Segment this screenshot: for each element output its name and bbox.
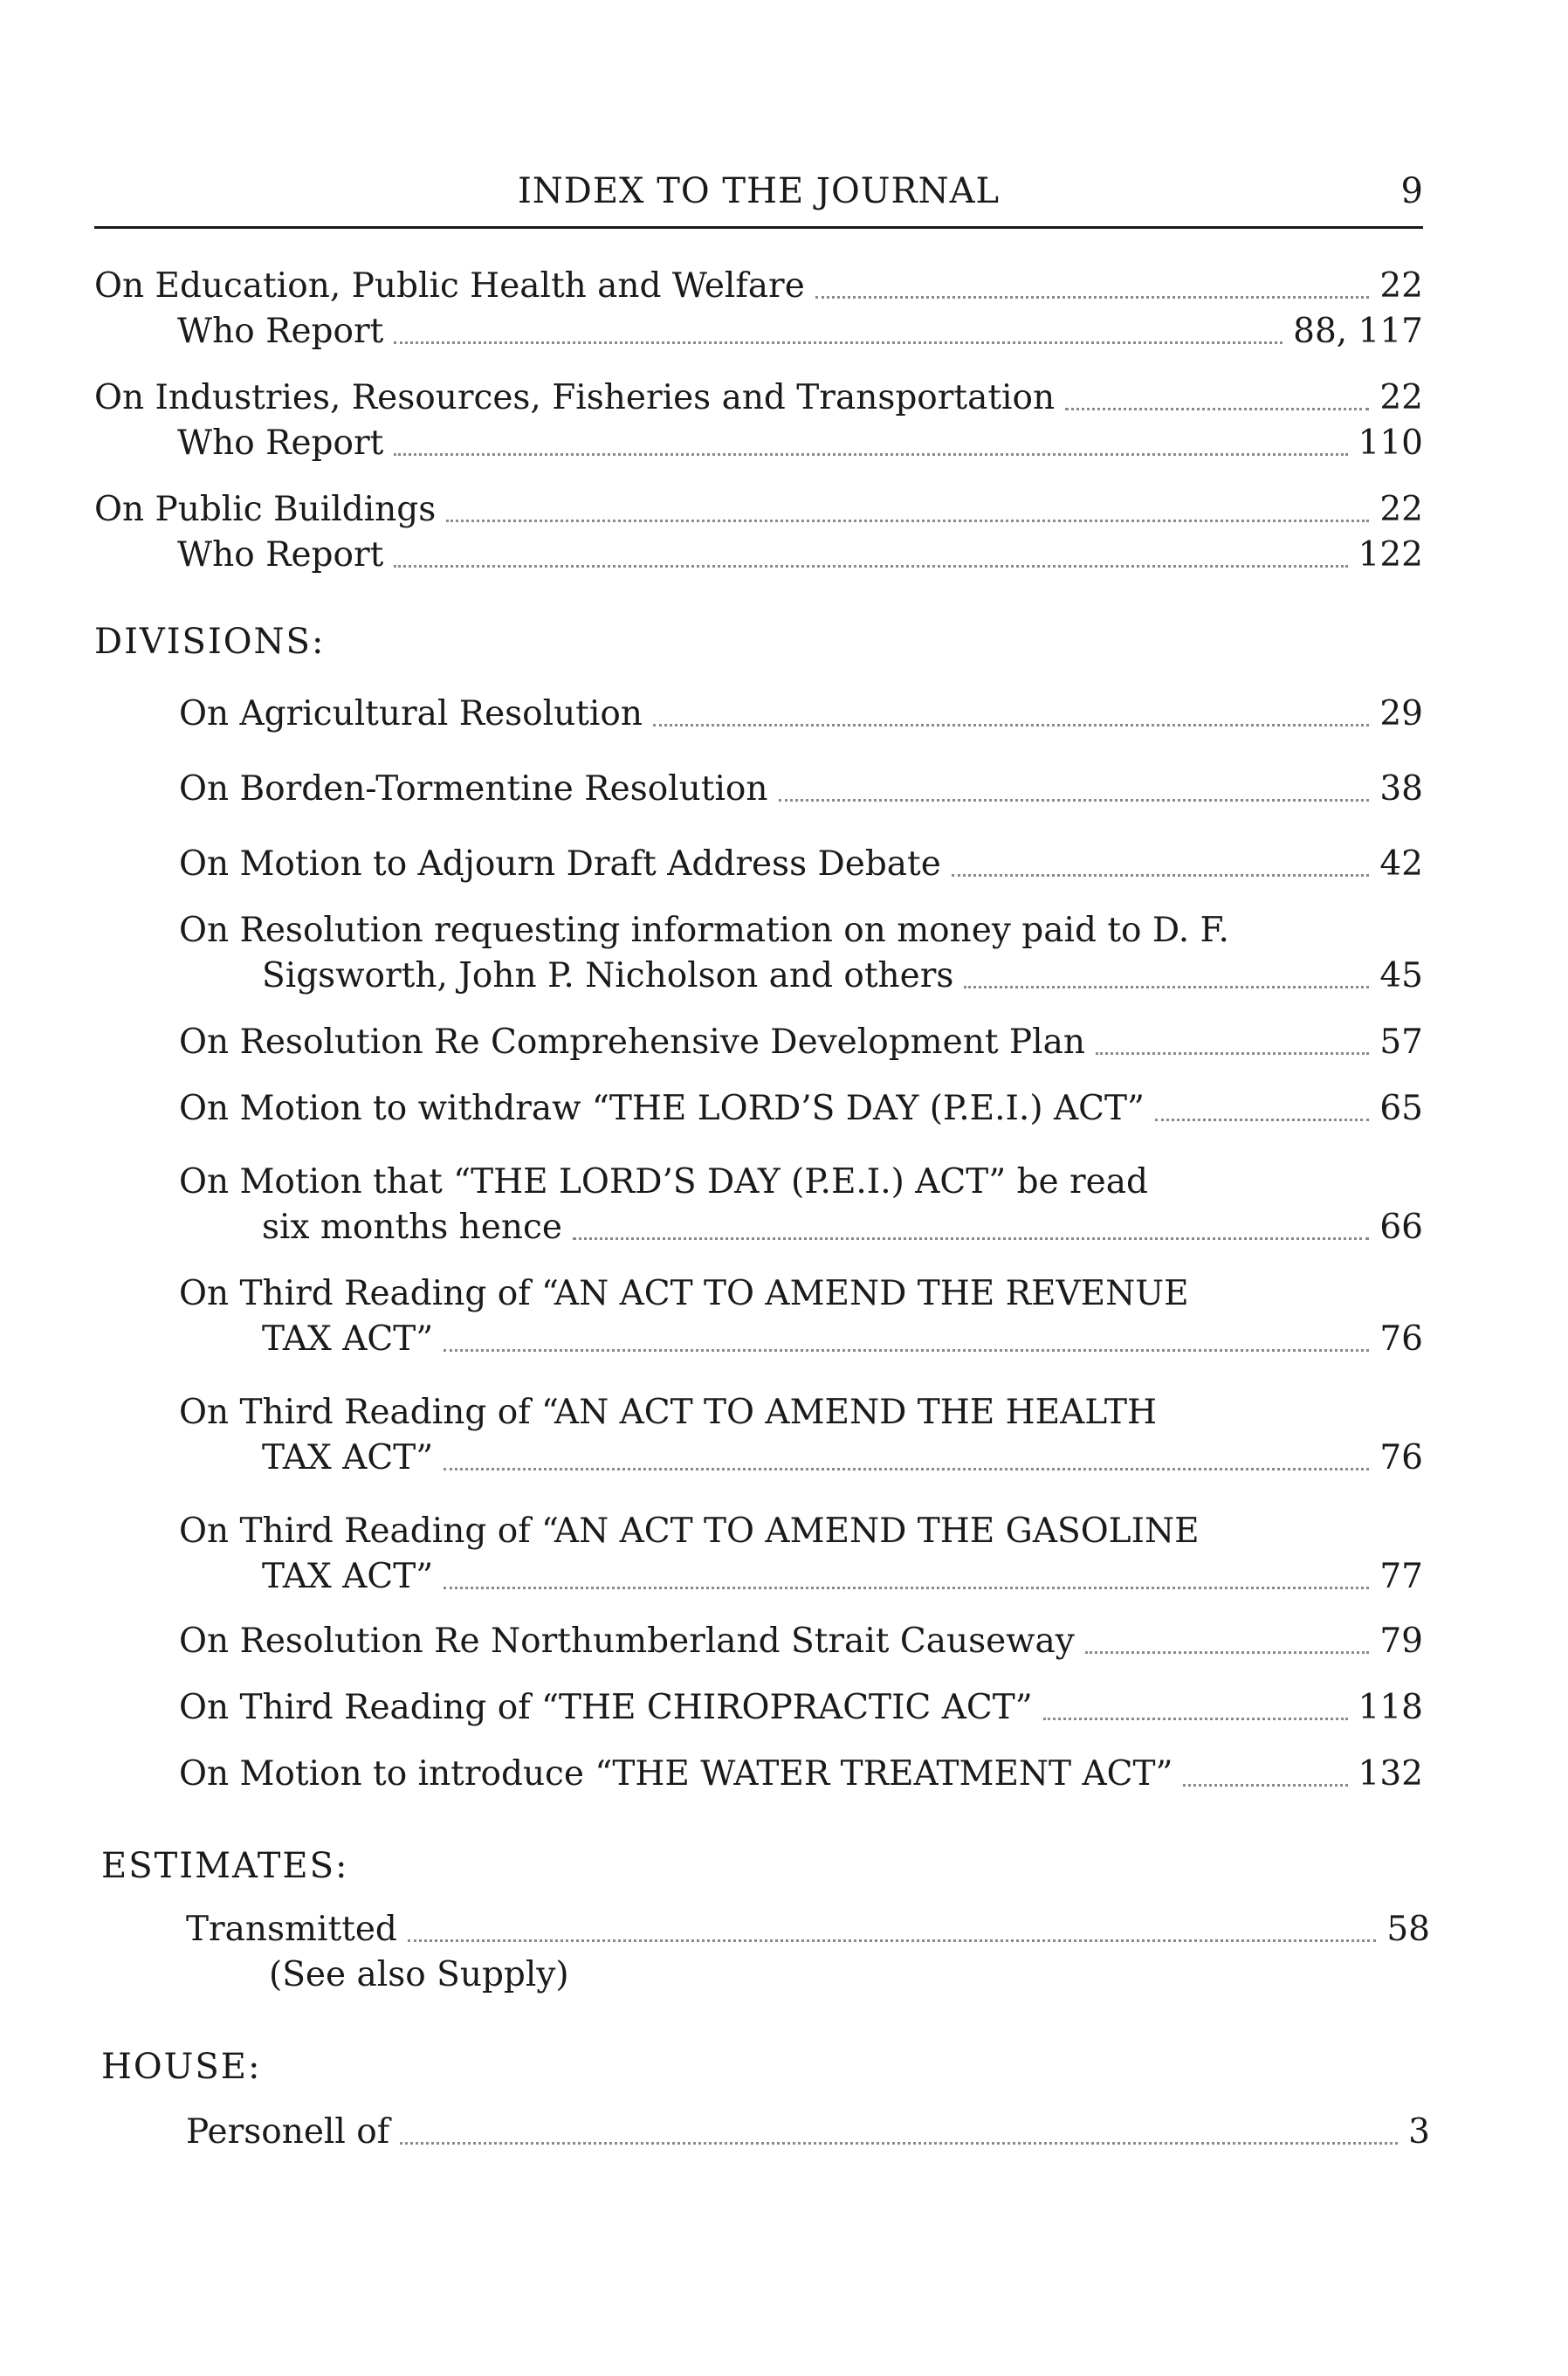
division-entry [179,842,1423,887]
leader-dots [653,724,1369,727]
entry-label-line: On Resolution requesting information on money paid to D. F. [179,911,1229,950]
entry-page: 42 [1379,844,1423,884]
entry-note: (See also Supply) [269,1955,569,1994]
entry-sub-label: Who Report [177,424,384,463]
entry-page: 57 [1379,1023,1423,1062]
entry-label-line: On Third Reading of “AN ACT TO AMEND THE REVENUE [179,1274,1189,1313]
entry-label-line: On Third Reading of “AN ACT TO AMEND THE HEALTH [179,1393,1158,1432]
house-entry [186,2110,1430,2155]
leader-dots [952,874,1370,877]
entry-page: 22 [1379,490,1423,529]
entry-page: 79 [1379,1622,1423,1661]
entry-sub-label: Who Report [177,312,384,351]
entry-label: On Agricultural Resolution [179,694,643,733]
entry-page: 66 [1379,1208,1423,1247]
division-entry [179,692,1423,737]
leader-dots [1183,1784,1347,1787]
leader-dots [1155,1119,1369,1121]
division-entry [179,1160,1423,1250]
page-number: 9 [1400,171,1423,211]
leader-dots [1043,1718,1348,1720]
leader-dots [1065,408,1369,410]
leader-dots [444,1349,1369,1352]
division-entry [179,1619,1423,1664]
leader-dots [446,520,1369,522]
leader-dots [964,986,1369,988]
entry-sub-label: Who Report [177,535,384,575]
entry-page: 22 [1379,266,1423,306]
entry-label: On Resolution Re Northumberland Strait Causeway [179,1622,1075,1661]
division-entry [179,767,1423,812]
leader-dots [444,1468,1369,1470]
division-entry [179,1685,1423,1731]
leader-dots [779,799,1370,802]
entry-page: 132 [1358,1754,1423,1794]
entry-label-line: Sigsworth, John P. Nicholson and others [262,956,954,995]
entry-label: On Education, Public Health and Welfare [94,266,805,306]
leader-dots [573,1237,1369,1240]
leader-dots [408,1939,1376,1942]
leader-dots [1096,1052,1369,1055]
division-entry [179,1752,1423,1797]
entry-label: Personell of [186,2112,390,2152]
entry-page: 58 [1386,1910,1430,1949]
entry-label: On Resolution Re Comprehensive Development Plan [179,1023,1086,1062]
division-entry [179,1086,1423,1132]
leader-dots [400,2142,1398,2145]
entry-label: On Motion to introduce “THE WATER TREATMENT ACT” [179,1754,1173,1794]
entry-page: 76 [1379,1319,1423,1359]
page-header [94,171,1423,224]
entry-page: 38 [1379,769,1423,809]
entry-page: 110 [1358,424,1423,463]
committee-entry [94,487,1423,578]
entry-label: On Third Reading of “THE CHIROPRACTIC ACT” [179,1688,1033,1727]
leader-dots [1085,1651,1370,1654]
section-heading-divisions: DIVISIONS: [94,622,326,662]
section-heading-house: HOUSE: [101,2047,262,2087]
leader-dots [394,565,1347,568]
page-title: INDEX TO THE JOURNAL [517,171,1001,211]
entry-page: 3 [1408,2112,1430,2152]
leader-dots [444,1587,1369,1589]
entry-label-line: TAX ACT” [262,1438,434,1477]
entry-label: On Borden-Tormentine Resolution [179,769,768,809]
section-heading-estimates: ESTIMATES: [101,1846,349,1886]
division-entry [179,1509,1423,1600]
leader-dots [394,453,1347,456]
division-entry [179,1271,1423,1362]
entry-label-line: TAX ACT” [262,1557,434,1596]
entry-page: 77 [1379,1557,1423,1596]
entry-page: 65 [1379,1089,1423,1128]
leader-dots [394,341,1283,344]
entry-page: 29 [1379,694,1423,733]
entry-page: 76 [1379,1438,1423,1477]
division-entry [179,1390,1423,1481]
entry-page: 22 [1379,378,1423,417]
entry-label: On Industries, Resources, Fisheries and Transportation [94,378,1056,417]
entry-page: 45 [1379,956,1423,995]
entry-label-line: TAX ACT” [262,1319,434,1359]
division-entry [179,1020,1423,1065]
leader-dots [815,296,1370,299]
committee-entry [94,375,1423,466]
entry-label: On Motion to withdraw “THE LORD’S DAY (P.E.I.) ACT” [179,1089,1145,1128]
entry-label-line: On Motion that “THE LORD’S DAY (P.E.I.) ACT” be read [179,1162,1148,1202]
entry-page: 118 [1358,1688,1423,1727]
entry-label-line: six months hence [262,1208,562,1247]
entry-page: 122 [1358,535,1423,575]
entry-page: 88, 117 [1293,312,1423,351]
estimates-entry [186,1907,1430,1998]
entry-label-line: On Third Reading of “AN ACT TO AMEND THE GASOLINE [179,1512,1200,1551]
committee-entry [94,264,1423,355]
entry-label: On Motion to Adjourn Draft Address Debate [179,844,941,884]
entry-label: Transmitted [186,1910,397,1949]
division-entry [179,908,1423,999]
entry-label: On Public Buildings [94,490,437,529]
header-rule [94,226,1423,229]
